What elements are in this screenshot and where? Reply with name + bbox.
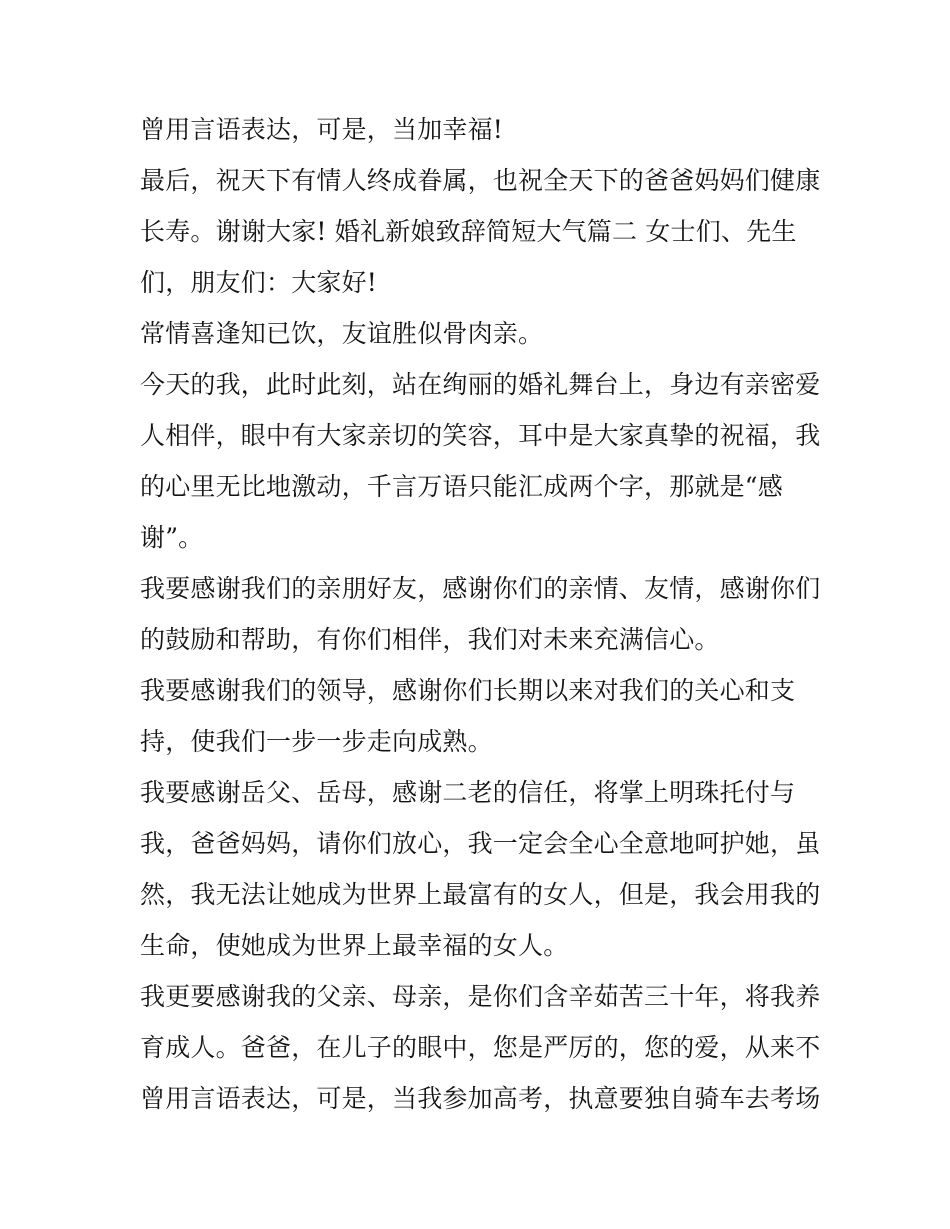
text-line: 长寿。谢谢大家! 婚礼新娘致辞简短大气篇二 女士们、先生 [140,217,797,246]
text-line: 育成人。爸爸，在儿子的眼中，您是严厉的，您的爱，从来不 [140,1033,821,1062]
text-line: 生命，使她成为世界上最幸福的女人。 [140,931,569,960]
text-line: 我要感谢我们的亲朋好友，感谢你们的亲情、友情，感谢你们 [140,574,821,603]
text-line: 的鼓励和帮助，有你们相伴，我们对未来充满信心。 [140,625,720,654]
text-line: 我要感谢岳父、岳母，感谢二老的信任，将掌上明珠托付与 [140,778,796,807]
text-line: 的心里无比地激动，千言万语只能汇成两个字，那就是“感 [140,472,783,501]
text-line: 然，我无法让她成为世界上最富有的女人，但是，我会用我的 [140,880,821,909]
text-line: 我要感谢我们的领导，感谢你们长期以来对我们的关心和支 [140,676,796,705]
text-line: 曾用言语表达，可是，当加幸福! [140,115,504,144]
text-line: 谢”。 [140,523,204,552]
text-line: 持，使我们一步一步走向成熟。 [140,727,493,756]
text-line: 们，朋友们：大家好! [140,268,378,297]
text-line: 我，爸爸妈妈，请你们放心，我一定会全心全意地呵护她，虽 [140,829,821,858]
text-line: 曾用言语表达，可是，当我参加高考，执意要独自骑车去考场 [140,1084,821,1113]
text-line: 常情喜逢知已饮，友谊胜似骨肉亲。 [140,319,544,348]
text-line: 人相伴，眼中有大家亲切的笑容，耳中是大家真挚的祝福，我 [140,421,821,450]
text-line: 我更要感谢我的父亲、母亲，是你们含辛茹苦三十年，将我养 [140,982,821,1011]
text-line: 今天的我，此时此刻，站在绚丽的婚礼舞台上，身边有亲密爱 [140,370,821,399]
text-line: 最后，祝天下有情人终成眷属，也祝全天下的爸爸妈妈们健康 [140,166,821,195]
